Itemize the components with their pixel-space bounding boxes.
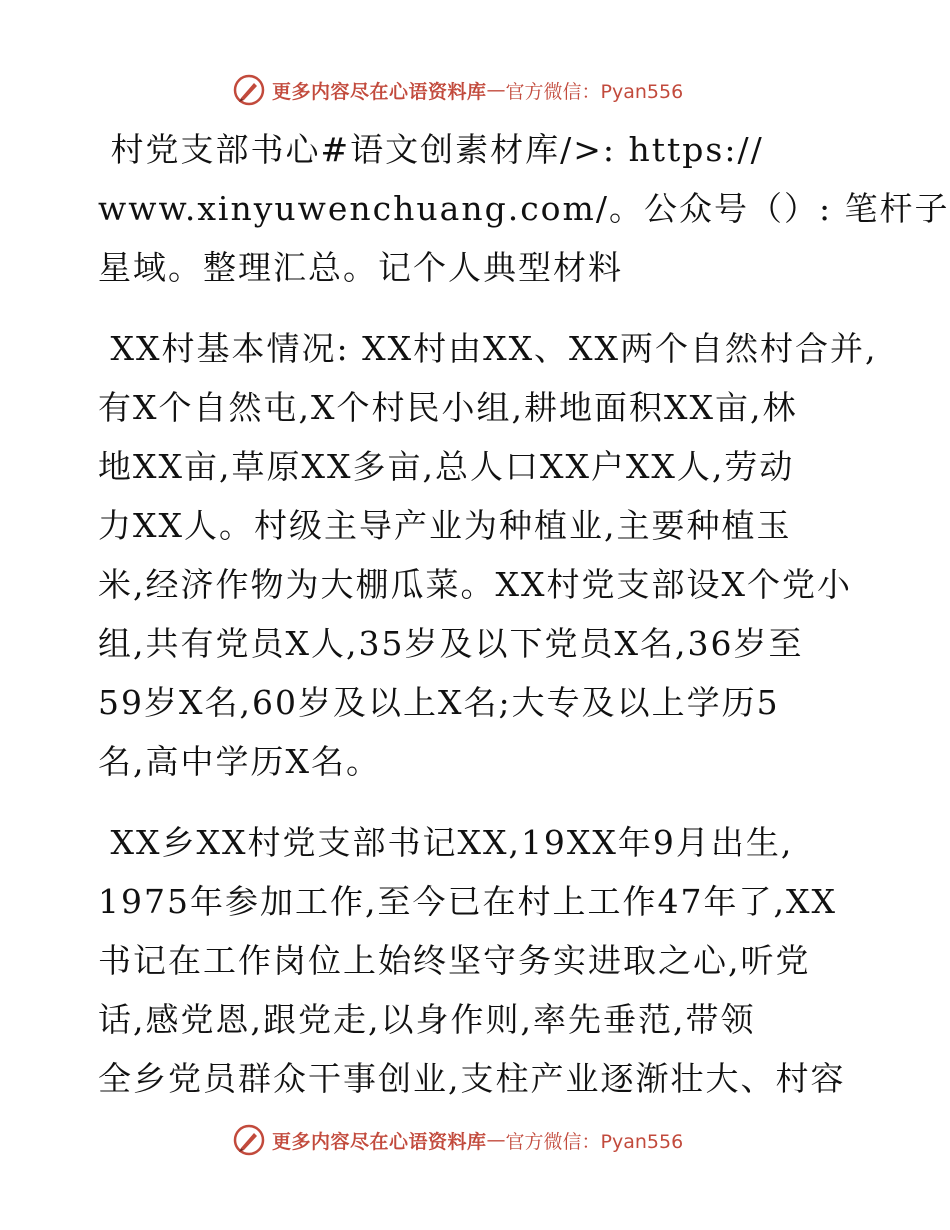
- paragraph-3: [98, 813, 868, 1108]
- text-line: 书记在工作岗位上始终坚守务实进取之心,听党: [98, 941, 811, 980]
- text-line: 村党支部书心#语文创素材库/>: https://: [98, 130, 764, 169]
- paragraph-2: [98, 319, 878, 791]
- text-line: 59岁X名,60岁及以上X名;大专及以上学历5: [98, 683, 780, 722]
- text-line: XX村基本情况: XX村由XX、XX两个自然村合并,: [98, 329, 878, 368]
- text-line: www.xinyuwenchuang.com/。公众号（）: 笔杆子: [98, 189, 950, 228]
- paragraph-1: [98, 120, 950, 297]
- text-line: 1975年参加工作,至今已在村上工作47年了,XX: [98, 882, 837, 921]
- document-body: [98, 120, 950, 1130]
- footer-wechat-text: 官方微信：Pyan556: [505, 1130, 684, 1153]
- text-line: 米,经济作物为大棚瓜菜。XX村党支部设X个党小: [98, 565, 852, 604]
- pen-logo-icon: [232, 73, 266, 107]
- text-line: 地XX亩,草原XX多亩,总人口XX户XX人,劳动: [98, 447, 795, 486]
- text-line: 力XX人。村级主导产业为种植业,主要种植玉: [98, 506, 792, 545]
- footer-separator: —: [486, 1129, 506, 1151]
- footer-library-text: 更多内容尽在心语资料库: [272, 1130, 487, 1153]
- text-line: 全乡党员群众干事创业,支柱产业逐渐壮大、村容: [98, 1059, 846, 1098]
- header-separator: —: [486, 79, 506, 101]
- header-wechat-text: 官方微信：Pyan556: [505, 80, 684, 103]
- text-line: 话,感党恩,跟党走,以身作则,率先垂范,带领: [98, 1000, 756, 1039]
- header-library-text: 更多内容尽在心语资料库: [272, 80, 487, 103]
- text-line: 组,共有党员X人,35岁及以下党员X名,36岁至: [98, 624, 804, 663]
- pen-logo-icon: [232, 1123, 266, 1157]
- header-banner: [232, 72, 792, 108]
- text-line: 名,高中学历X名。: [98, 742, 381, 781]
- text-line: 星域。整理汇总。记个人典型材料: [98, 248, 623, 287]
- text-line: XX乡XX村党支部书记XX,19XX年9月出生,: [98, 823, 794, 862]
- footer-banner: [232, 1122, 792, 1158]
- text-line: 有X个自然屯,X个村民小组,耕地面积XX亩,林: [98, 388, 798, 427]
